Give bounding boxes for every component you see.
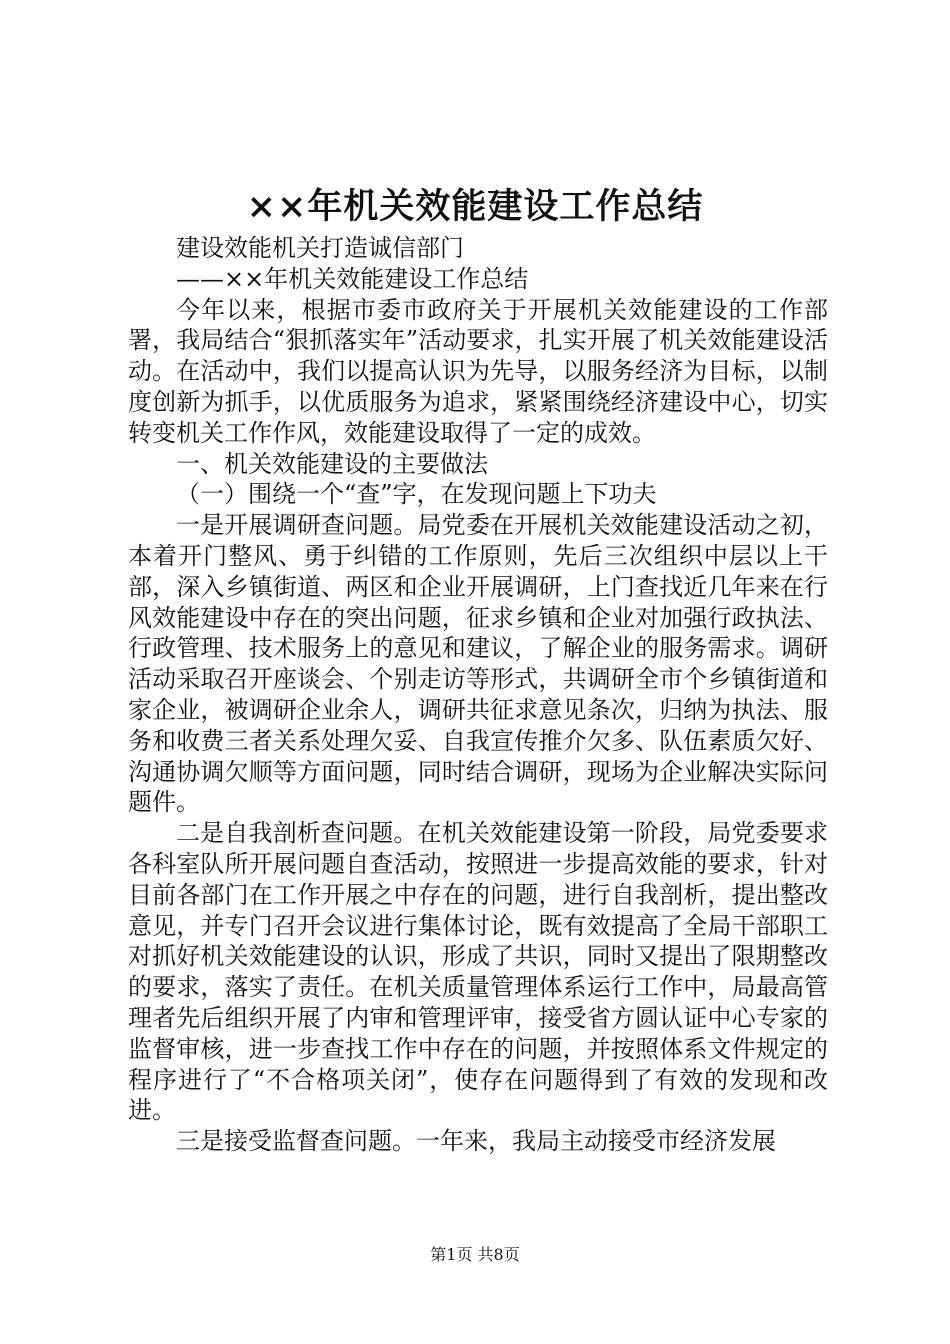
body-paragraph: 一是开展调研查问题。局党委在开展机关效能建设活动之初，本着开门整风、勇于纠错的工作原则，先后三次组织中层以上干部，深入乡镇街道、两区和企业开展调研，上门查找近几年来在行风效能建设中存在的突出问题，征求乡镇和企业对加强行政执法、行政管理、技术服务上的意见和建议，了解企业的服务需求。调研活动采取召开座谈会、个别走访等形式，共调研全市个乡镇街道和家企业，被调研企业余人，调研共征求意见条次，归纳为执法、服务和收费三者关系处理欠妥、自我宣传推介欠多、队伍素质欠好、沟通协调欠顺等方面问题，同时结合调研，现场为企业解决实际问题件。	[128, 511, 828, 817]
section-heading: 一、机关效能建设的主要做法	[176, 449, 488, 478]
subtitle-line: ——××年机关效能建设工作总结	[176, 264, 529, 293]
document-body	[128, 233, 828, 1157]
subsection-heading: （一）围绕一个“查”字，在发现问题上下功夫	[176, 480, 657, 509]
document-title: ××年机关效能建设工作总结	[246, 186, 704, 227]
subtitle-line: 建设效能机关打造诚信部门	[176, 234, 464, 262]
body-paragraph: 今年以来，根据市委市政府关于开展机关效能建设的工作部署，我局结合“狠抓落实年”活动要求，扎实开展了机关效能建设活动。在活动中，我们以提高认识为先导，以服务经济为目标，以制度创新为抓手，以优质服务为追求，紧紧围绕经济建设中心，切实转变机关工作作风，效能建设取得了一定的成效。	[128, 295, 828, 447]
body-paragraph: 二是自我剖析查问题。在机关效能建设第一阶段，局党委要求各科室队所开展问题自查活动，按照进一步提高效能的要求，针对目前各部门在工作开展之中存在的问题，进行自我剖析，提出整改意见，并专门召开会议进行集体讨论，既有效提高了全局干部职工对抓好机关效能建设的认识，形成了共识，同时又提出了限期整改的要求，落实了责任。在机关质量管理体系运行工作中，局最高管理者先后组织开展了内审和管理评审，接受省方圆认证中心专家的监督审核，进一步查找工作中存在的问题，并按照体系文件规定的程序进行了“不合格项关闭”，使存在问题得到了有效的发现和改进。	[128, 819, 828, 1125]
body-paragraph: 三是接受监督查问题。一年来，我局主动接受市经济发展	[176, 1127, 776, 1156]
page-footer: 第1页 共8页	[430, 1245, 520, 1264]
